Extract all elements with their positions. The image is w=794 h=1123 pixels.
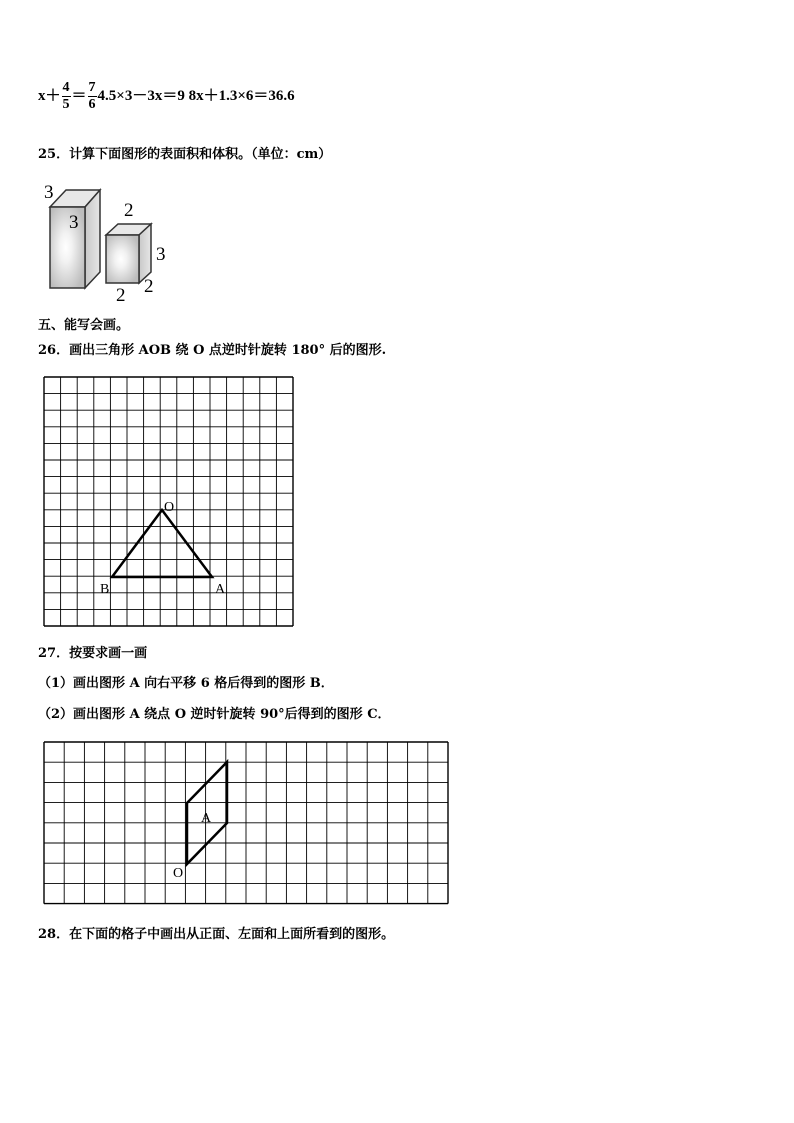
question-26: 26．画出三角形 AOB 绕 O 点逆时针旋转 180° 后的图形.	[38, 343, 387, 358]
shape-a-label: A	[201, 811, 212, 826]
dim-small-width: 2	[116, 285, 126, 305]
equation-2: 4.5×3－3x＝9	[97, 87, 185, 104]
question-28: 28．在下面的格子中画出从正面、左面和上面所看到的图形。	[38, 927, 395, 942]
label-o: O	[164, 500, 175, 515]
question-27-part-1: （1）画出图形 A 向右平移 6 格后得到的图形 B．	[38, 676, 334, 691]
dim-small-depth: 2	[144, 276, 154, 297]
fraction-numerator: 4	[62, 80, 70, 95]
question-27-part-2: （2）画出图形 A 绕点 O 逆时针旋转 90°后得到的图形 C．	[38, 707, 391, 722]
grid-27-lines	[44, 742, 448, 904]
section-5-heading: 五、能写会画。	[38, 318, 130, 333]
fraction-denominator: 5	[62, 97, 70, 112]
equation-3: 8x＋1.3×6＝36.6	[188, 87, 295, 104]
dim-big-depth: 2	[124, 200, 134, 221]
question-27: 27．按要求画一画	[38, 646, 148, 661]
question-25: 25．计算下面图形的表面积和体积。（单位：cm）	[38, 147, 332, 162]
point-o-label: O	[173, 866, 184, 881]
dim-small-height: 3	[156, 244, 166, 265]
dim-big-top: 3	[44, 182, 54, 203]
fraction-denominator: 6	[88, 97, 96, 112]
equation-1-equals: ＝	[71, 87, 87, 104]
label-a: A	[215, 582, 226, 597]
fraction-numerator: 7	[88, 80, 96, 95]
label-b: B	[100, 582, 110, 597]
dim-big-front: 3	[69, 212, 79, 233]
equation-1-prefix: x＋	[38, 87, 61, 104]
